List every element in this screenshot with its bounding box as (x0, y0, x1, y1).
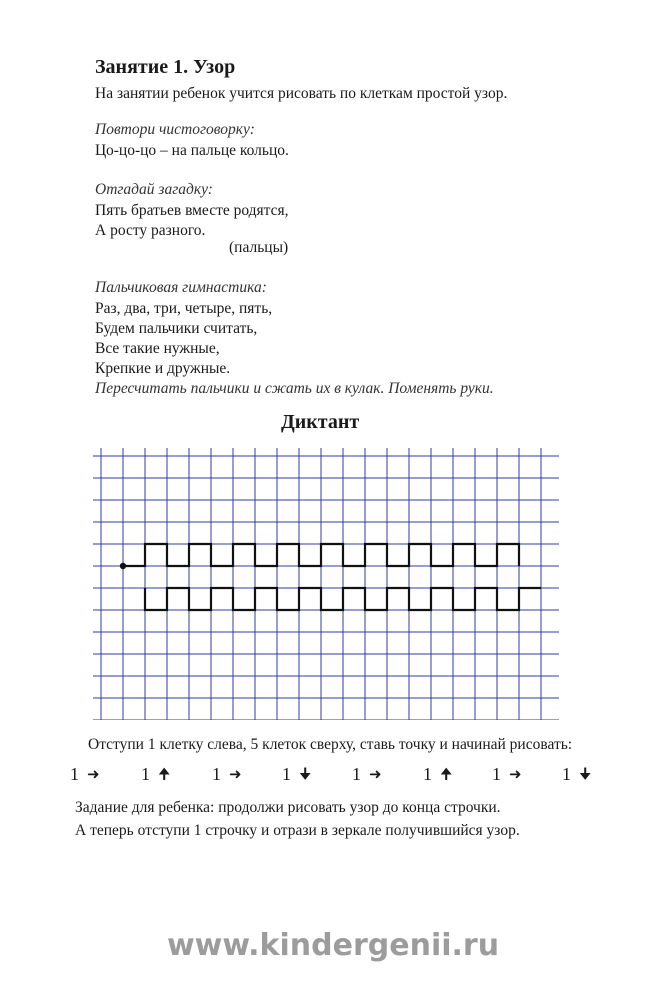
dictation-step (352, 764, 382, 785)
dictation-step (141, 764, 170, 785)
task-line: А теперь отступи 1 строчку и отрази в зеркале получившийся узор. (75, 822, 520, 839)
dictation-step (562, 764, 591, 785)
task-line: Задание для ребенка: продолжи рисовать узор до конца строчки. (75, 799, 501, 816)
step-count: 1 (212, 764, 221, 784)
step-count: 1 (492, 764, 501, 784)
arrow-right-icon: ➜ (369, 765, 382, 783)
dictation-instruction: Отступи 1 клетку слева, 5 клеток сверху, ставь точку и начинай рисовать: (88, 736, 573, 753)
tongue-twister-heading: Повтори чистоговорку: (95, 121, 255, 138)
tongue-twister-line: Цо-цо-цо – на пальце кольцо. (95, 142, 289, 159)
lesson-intro: На занятии ребенок учится рисовать по клеткам простой узор. (95, 85, 508, 102)
pattern-lower (145, 588, 541, 610)
gymnastics-line: Будем пальчики считать, (95, 320, 258, 337)
riddle-heading: Отгадай загадку: (95, 181, 213, 198)
step-count: 1 (282, 764, 291, 784)
arrow-right-icon: ➜ (87, 765, 100, 783)
step-count: 1 (423, 764, 432, 784)
gymnastics-line: Все такие нужные, (95, 340, 220, 357)
arrow-up-icon: 🠉 (440, 765, 453, 783)
dictation-step (212, 764, 242, 785)
gymnastics-line: Крепкие и дружные. (95, 360, 231, 377)
lesson-title: Занятие 1. Узор (95, 56, 236, 78)
step-count: 1 (352, 764, 361, 784)
dictation-steps (0, 764, 666, 790)
start-point (120, 563, 126, 569)
dictation-step (423, 764, 452, 785)
dictation-step (70, 764, 100, 785)
arrow-right-icon: ➜ (509, 765, 522, 783)
riddle-answer: (пальцы) (229, 239, 289, 256)
dictation-title: Диктант (281, 411, 360, 433)
gymnastics-heading: Пальчиковая гимнастика: (95, 279, 267, 296)
footer-website: www.kindergenii.ru (166, 928, 500, 963)
arrow-down-icon: 🠋 (299, 765, 312, 783)
riddle-line: А росту разного. (95, 222, 206, 239)
arrow-down-icon: 🠋 (579, 765, 592, 783)
dictation-step (492, 764, 522, 785)
pattern-upper (123, 544, 519, 566)
dictation-step (282, 764, 311, 785)
riddle-line: Пять братьев вместе родятся, (95, 202, 289, 219)
step-count: 1 (70, 764, 79, 784)
arrow-right-icon: ➜ (229, 765, 242, 783)
gymnastics-line: Раз, два, три, четыре, пять, (95, 300, 273, 317)
graph-paper-grid (89, 448, 559, 720)
step-count: 1 (141, 764, 150, 784)
arrow-up-icon: 🠉 (158, 765, 171, 783)
gymnastics-instruction: Пересчитать пальчики и сжать их в кулак. Поменять руки. (95, 380, 494, 397)
step-count: 1 (562, 764, 571, 784)
